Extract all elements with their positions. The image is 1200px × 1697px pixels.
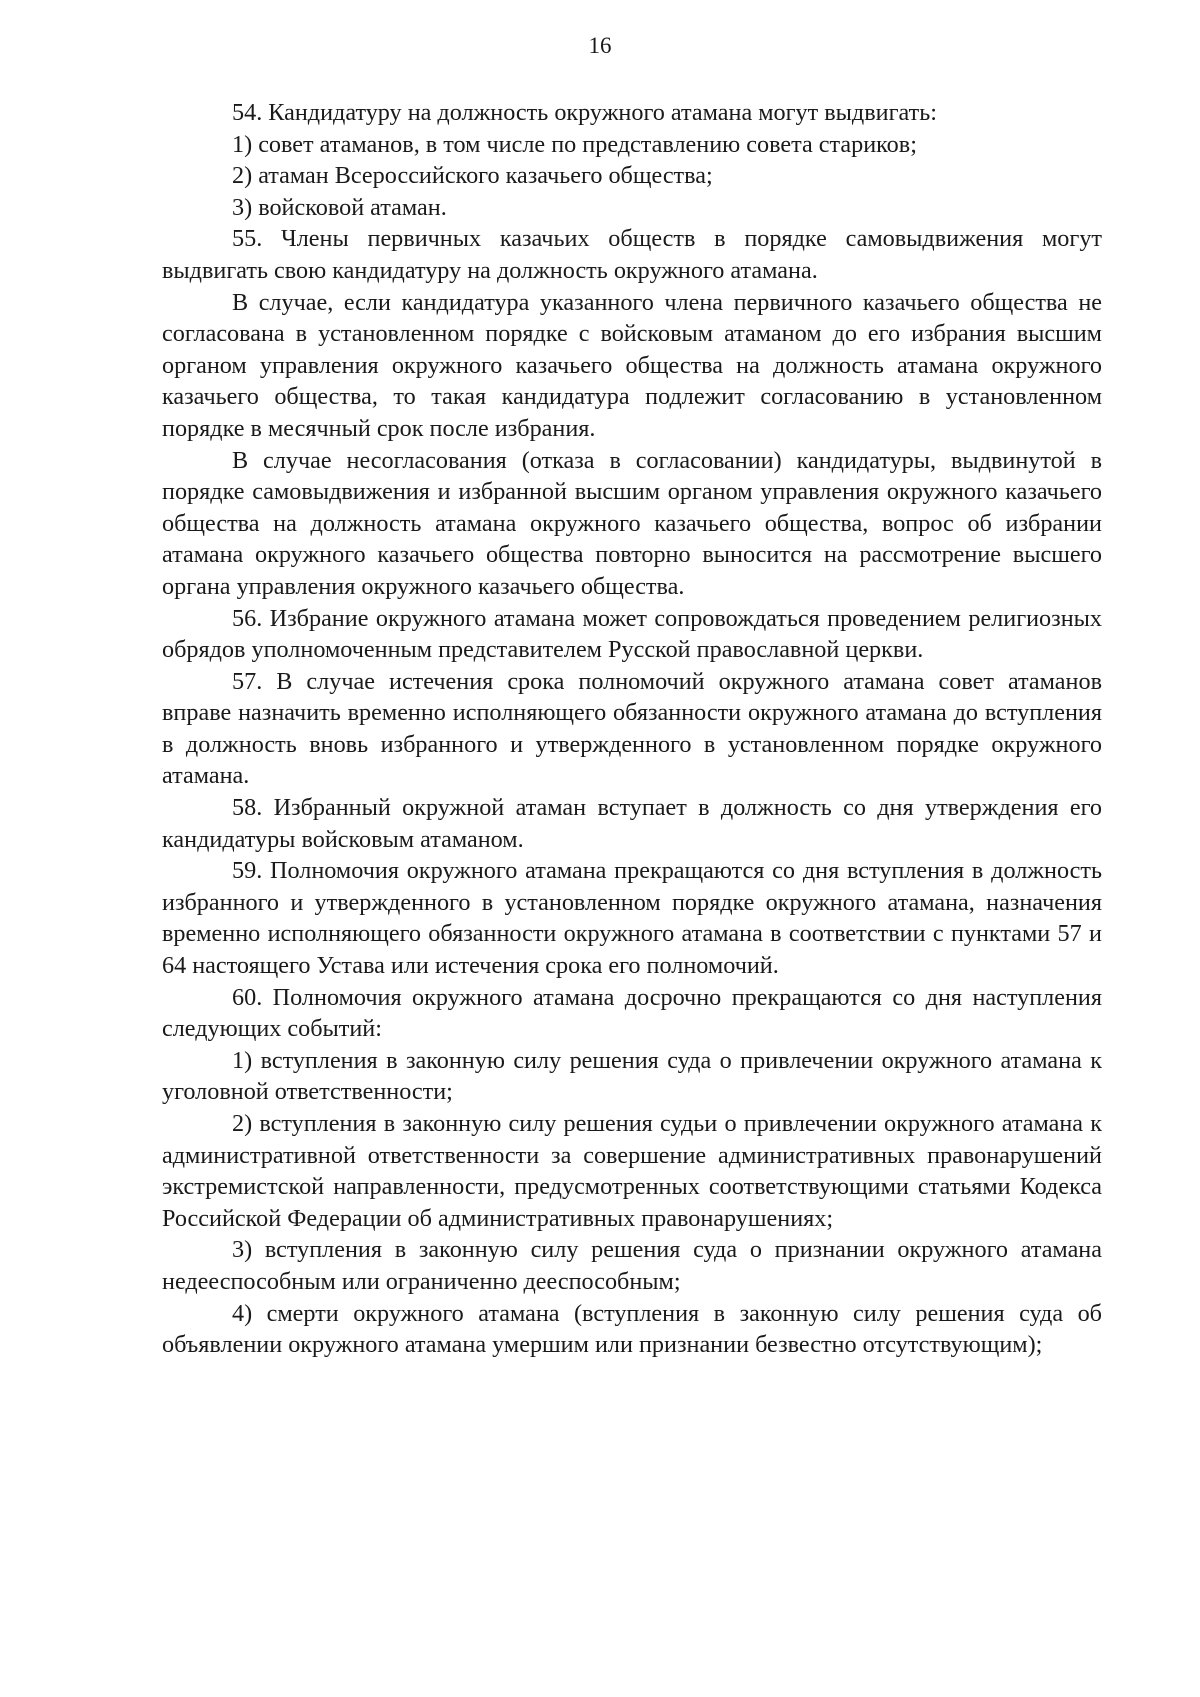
paragraph-56: 56. Избрание окружного атамана может сопровождаться проведением религиозных обрядов уполномоченным представителем Русской православной церкви. — [162, 604, 1102, 664]
paragraph-58: 58. Избранный окружной атаман вступает в должность со дня утверждения его кандидатуры войсковым атаманом. — [162, 794, 1102, 853]
page-number: 16 — [588, 33, 612, 58]
paragraph-55-part-2: В случае, если кандидатура указанного члена первичного казачьего общества не согласована в установленном порядке с войсковым атаманом до его избрания высшим органом управления окружного казачьего общества на должность атамана окружного казачьего общества, то такая кандидатура подлежит согласованию в установленном порядке в месячный срок после избрания. — [162, 288, 1102, 442]
document-body — [162, 97, 1102, 1361]
list-item-60-2: 2) вступления в законную силу решения судьи о привлечении окружного атамана к административной ответственности за совершение административных правонарушений экстремистской направленности, предусмотренных соответствующими статьями Кодекса Российской Федерации об административных правонарушениях; — [162, 1110, 1102, 1232]
paragraph-55: 55. Члены первичных казачьих обществ в порядке самовыдвижения могут выдвигать свою кандидатуру на должность окружного атамана. — [162, 225, 1102, 284]
list-item-54-3: 3) войсковой атаман. — [232, 193, 447, 221]
paragraph-54: 54. Кандидатуру на должность окружного атамана могут выдвигать: — [232, 99, 937, 126]
list-item-60-4: 4) смерти окружного атамана (вступления в законную силу решения суда об объявлении окружного атамана умершим или признании безвестно отсутствующим); — [162, 1299, 1102, 1359]
list-item-60-3: 3) вступления в законную силу решения суда о признании окружного атамана недееспособным или ограниченно дееспособным; — [162, 1236, 1102, 1295]
paragraph-59: 59. Полномочия окружного атамана прекращаются со дня вступления в должность избранного и утвержденного в установленном порядке окружного атамана, назначения временно исполняющего обязанности окружного атамана в соответствии с пунктами 57 и 64 настоящего Устава или истечения срока его полномочий. — [162, 857, 1102, 980]
paragraph-55-part-3: В случае несогласования (отказа в согласовании) кандидатуры, выдвинутой в порядке самовыдвижения и избранной высшим органом управления окружного казачьего общества на должность атамана окружного казачьего общества, вопрос об избрании атамана окружного казачьего общества повторно выносится на рассмотрение высшего органа управления окружного казачьего общества. — [162, 446, 1102, 600]
list-item-60-1: 1) вступления в законную силу решения суда о привлечении окружного атамана к уголовной ответственности; — [162, 1046, 1102, 1106]
paragraph-57: 57. В случае истечения срока полномочий окружного атамана совет атаманов вправе назначить временно исполняющего обязанности окружного атамана до вступления в должность вновь избранного и утвержденного в установленном порядке окружного атамана. — [162, 667, 1102, 790]
paragraph-60: 60. Полномочия окружного атамана досрочно прекращаются со дня наступления следующих событий: — [162, 983, 1102, 1043]
list-item-54-2: 2) атаман Всероссийского казачьего общества; — [232, 162, 713, 190]
list-item-54-1: 1) совет атаманов, в том числе по представлению совета стариков; — [232, 130, 917, 158]
